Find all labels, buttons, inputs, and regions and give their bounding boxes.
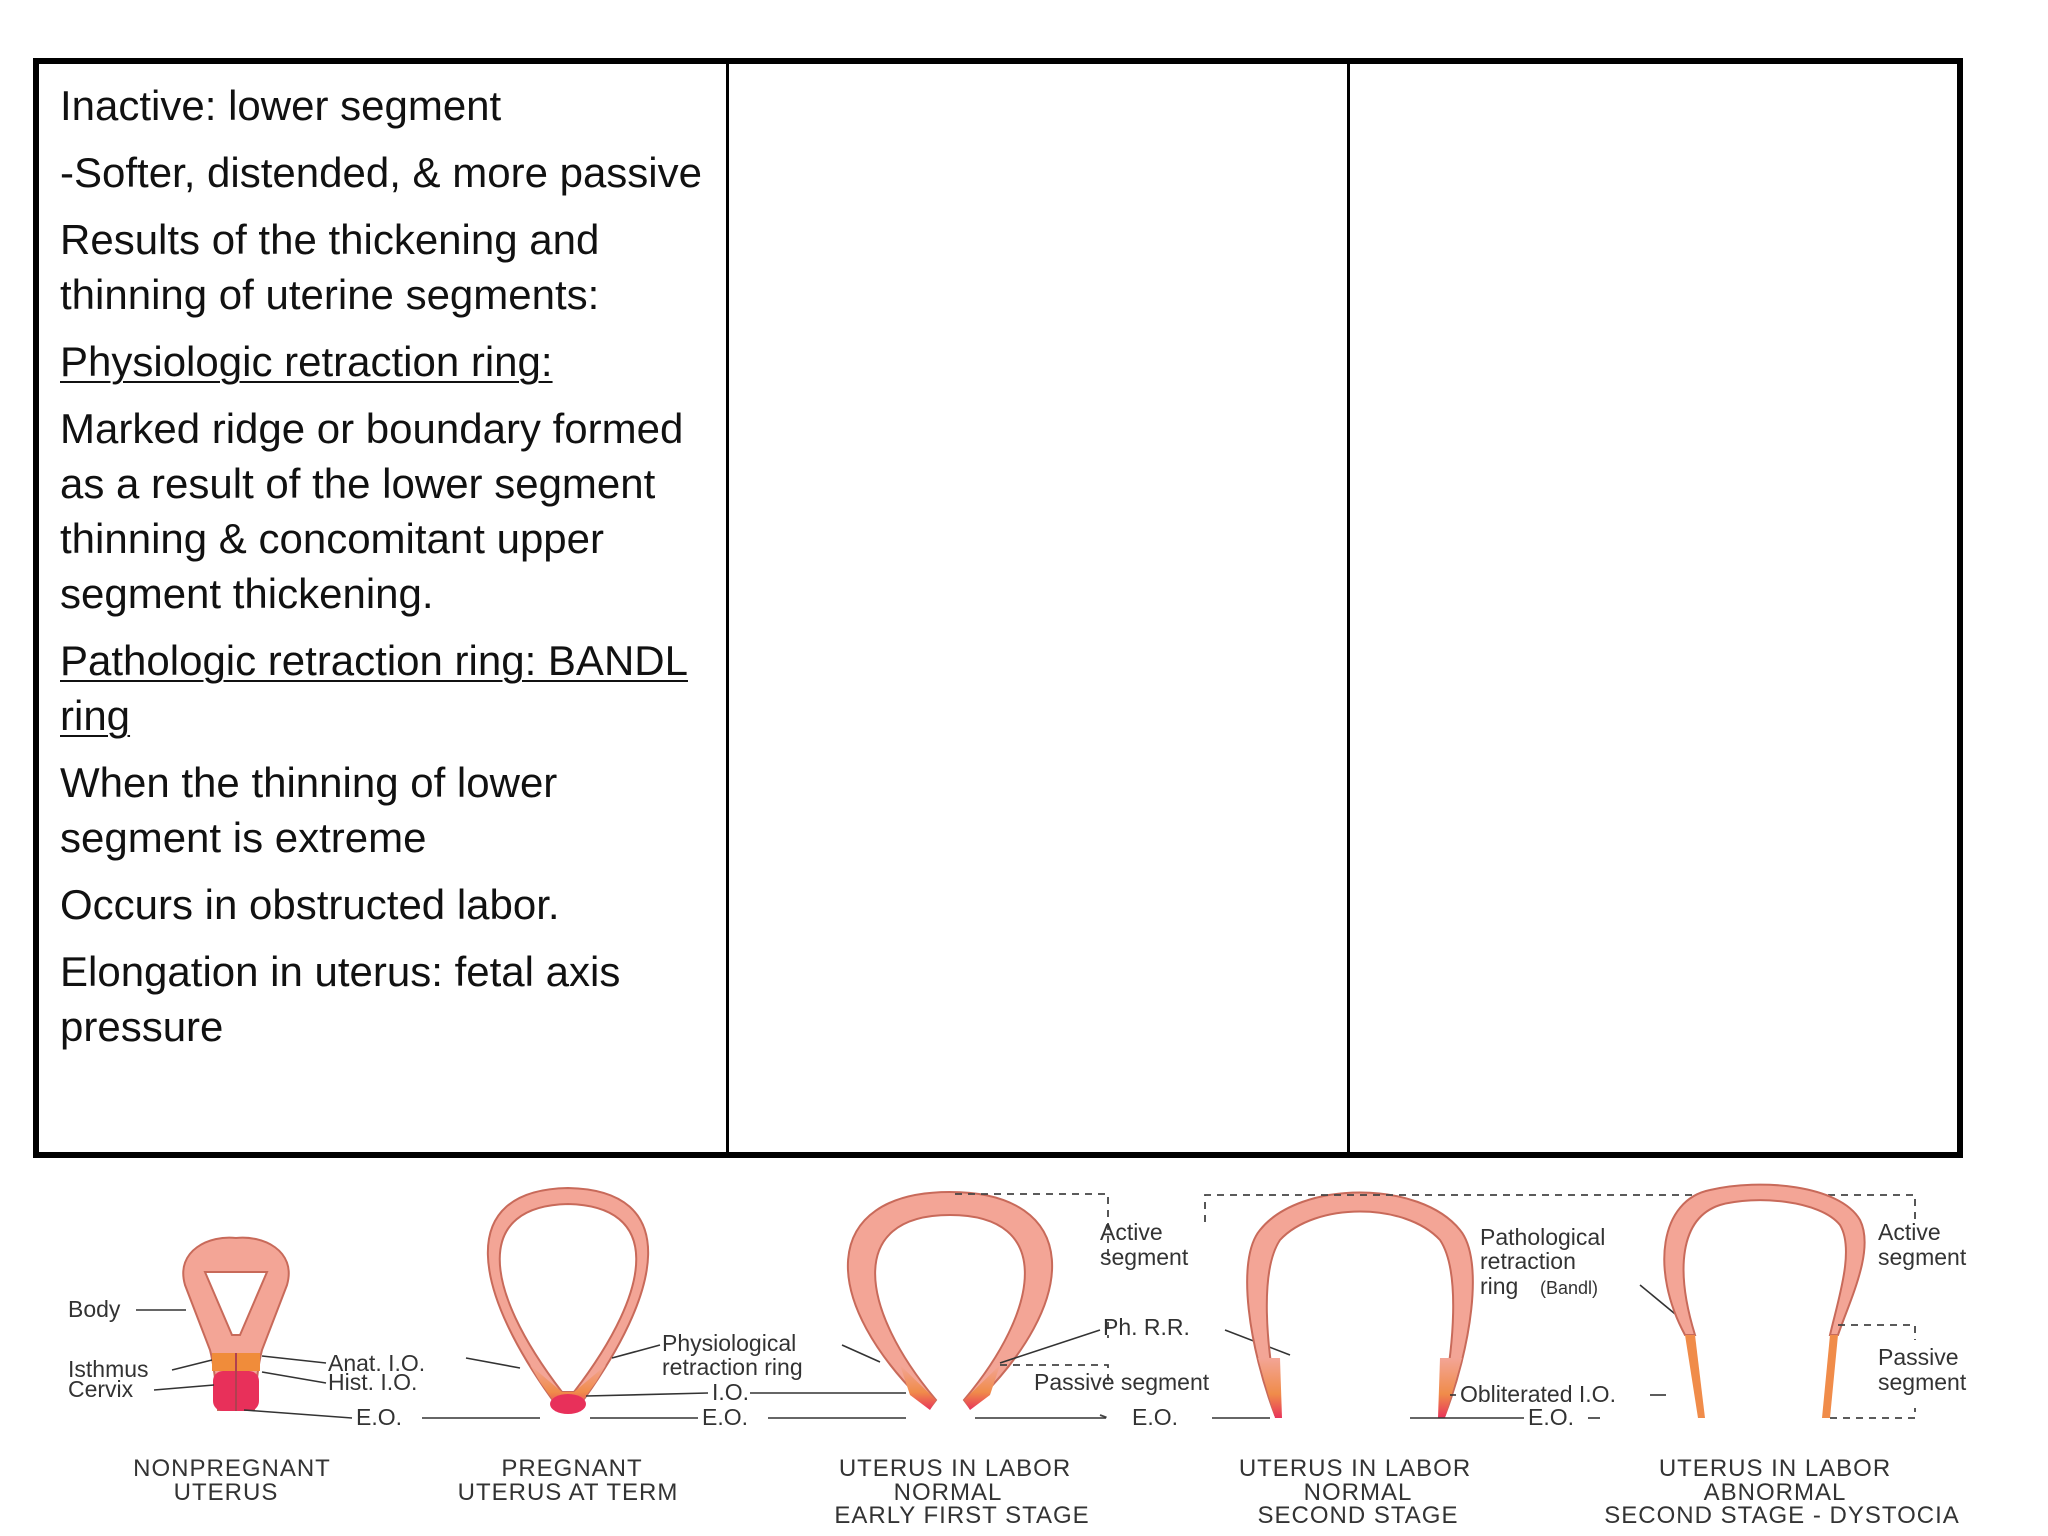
empty-column-2: [729, 64, 1350, 1152]
label-passive-2a: Passive: [1878, 1344, 1959, 1370]
label-physio-ring-1: Physiological: [662, 1330, 797, 1356]
note-line: Elongation in uterus: fetal axis pressure: [60, 948, 621, 1050]
notes-table: [33, 58, 1963, 1158]
pregnant-uterus-figure: [488, 1188, 648, 1414]
caption-early-3: EARLY FIRST STAGE: [834, 1502, 1090, 1529]
note-heading-physiologic: Physiologic retraction ring:: [60, 338, 553, 385]
notes-column: [39, 64, 729, 1152]
note-line: Occurs in obstructed labor.: [60, 881, 560, 928]
diagram-captions: [133, 1455, 1960, 1529]
nonpregnant-labels: [68, 1296, 540, 1430]
caption-second-1: UTERUS IN LABOR: [1238, 1455, 1472, 1482]
label-isthmus: Isthmus: [68, 1356, 149, 1382]
label-active-1a: Active: [1100, 1219, 1163, 1245]
label-patho-1: Pathological: [1480, 1224, 1606, 1250]
label-cervix: Cervix: [68, 1376, 134, 1402]
label-body: Body: [68, 1296, 121, 1322]
label-hist-io: Hist. I.O.: [328, 1369, 418, 1395]
label-active-1b: segment: [1100, 1244, 1189, 1270]
label-patho-2: retraction: [1480, 1248, 1576, 1274]
caption-early-2: NORMAL: [893, 1479, 1003, 1506]
caption-second-3: SECOND STAGE: [1257, 1502, 1459, 1529]
label-obliterated-io: Obliterated I.O.: [1460, 1381, 1616, 1407]
pregnant-labels: [466, 1330, 906, 1430]
caption-second-2: NORMAL: [1303, 1479, 1413, 1506]
nonpregnant-uterus-figure: [183, 1238, 288, 1411]
labor-dystocia-labels: [1878, 1219, 1967, 1395]
label-patho-3: ring: [1480, 1273, 1519, 1299]
label-passive-segment: Passive segment: [1034, 1369, 1210, 1395]
label-physio-ring-2: retraction ring: [662, 1354, 803, 1380]
caption-dystocia-3: SECOND STAGE - DYSTOCIA: [1604, 1502, 1960, 1529]
caption-early-1: UTERUS IN LABOR: [838, 1455, 1072, 1482]
label-eo-3: E.O.: [1132, 1404, 1179, 1430]
caption-dystocia-1: UTERUS IN LABOR: [1658, 1455, 1892, 1482]
label-eo-4: E.O.: [1528, 1404, 1575, 1430]
label-io: I.O.: [712, 1379, 750, 1405]
empty-column-3: [1350, 64, 1957, 1152]
note-line: Marked ridge or boundary formed as a result of the lower segment thinning & concomitant upper segment thickening.: [60, 405, 684, 617]
label-passive-2b: segment: [1878, 1369, 1967, 1395]
note-heading-pathologic: Pathologic retraction ring: BANDL ring: [60, 637, 688, 739]
uterus-diagram: [0, 1160, 2048, 1536]
label-active-2b: segment: [1878, 1244, 1967, 1270]
label-ph-rr: Ph. R.R.: [1103, 1314, 1190, 1340]
note-line: -Softer, distended, & more passive: [60, 149, 702, 196]
note-line: Inactive: lower segment: [60, 82, 502, 129]
label-bandl: (Bandl): [1540, 1278, 1599, 1298]
caption-nonpregnant-2: UTERUS: [173, 1479, 279, 1506]
caption-nonpregnant-1: NONPREGNANT: [133, 1455, 331, 1482]
caption-pregnant-1: PREGNANT: [501, 1455, 643, 1482]
caption-dystocia-2: ABNORMAL: [1703, 1479, 1847, 1506]
label-active-2a: Active: [1878, 1219, 1941, 1245]
label-eo-2: E.O.: [702, 1404, 749, 1430]
note-line: When the thinning of lower segment is extreme: [60, 759, 558, 861]
label-eo-1: E.O.: [356, 1404, 403, 1430]
label-anat-io: Anat. I.O.: [328, 1350, 426, 1376]
note-line: Results of the thickening and thinning of uterine segments:: [60, 216, 600, 318]
caption-pregnant-2: UTERUS AT TERM: [457, 1479, 679, 1506]
